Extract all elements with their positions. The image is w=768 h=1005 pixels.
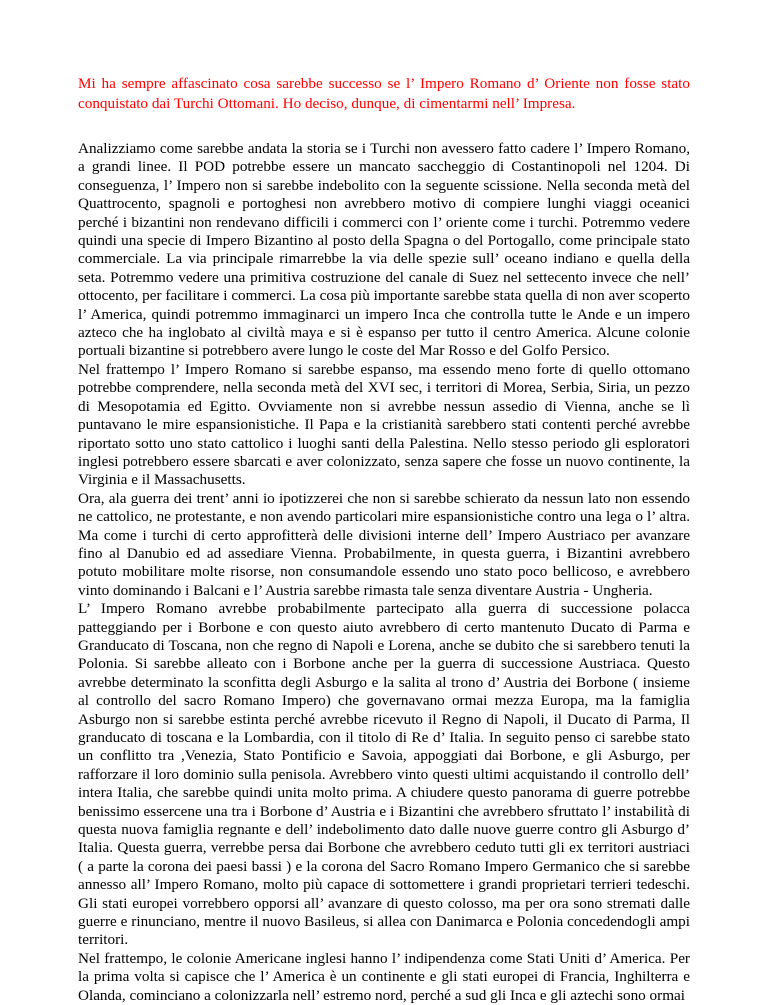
body-paragraph: Nel frattempo, le colonie Americane inglesi hanno l’ indipendenza come Stati Uniti d’ America. Per la prima volta si capisce che l’ America è un continente e gli stati europei di Francia, Inghilterra e Olanda, cominciano a colonizzarla nell’ estremo nord, perché a sud gli Inca e gli aztechi sono ormai (78, 949, 690, 1004)
document-page (78, 74, 690, 1005)
body-paragraph: Nel frattempo l’ Impero Romano si sarebbe espanso, ma essendo meno forte di quello ottomano potrebbe comprendere, nella seconda metà del XVI sec, i territori di Morea, Serbia, Siria, un pezzo di Mesopotamia ed Egitto. Ovviamente non si avrebbe nessun assedio di Vienna, anche se lì puntavano le mire espansionistiche. Il Papa e la cristianità sarebbero stati contenti perché avrebbe riportato sotto uno stato cattolico i luoghi santi della Palestina. Nello stesso periodo gli esploratori inglesi potrebbero essere sbarcati e aver colonizzato, senza sapere che fosse un nuovo continente, la Virginia e il Massachusetts. (78, 360, 690, 489)
body-paragraph: Analizziamo come sarebbe andata la storia se i Turchi non avessero fatto cadere l’ Impero Romano, a grandi linee. Il POD potrebbe essere un mancato saccheggio di Costantinopoli nel 1204. Di conseguenza, l’ Impero non si sarebbe indebolito con la seguente scissione. Nella seconda metà del Quattrocento, spagnoli e portoghesi non avrebbero motivo di compiere lunghi viaggi oceanici perché i bizantini non rendevano difficili i commerci con l’ oriente come i turchi. Potremmo vedere quindi una specie di Impero Bizantino al posto della Spagna o del Portogallo, come principale stato commerciale. La via principale rimarrebbe la via delle spezie sull’ oceano indiano e quella della seta. Potremmo vedere una primitiva costruzione del canale di Suez nel settecento invece che nell’ ottocento, per facilitare i commerci. La cosa più importante sarebbe stata quella di non aver scoperto l’ America, quindi potremmo immaginarci un impero Inca che controlla tutte le Ande e un impero azteco che ha inglobato al civiltà maya e si è espanso per tutto il centro America. Alcune colonie portuali bizantine si potrebbero avere lungo le coste del Mar Rosso e del Golfo Persico. (78, 140, 690, 360)
intro-paragraph: Mi ha sempre affascinato cosa sarebbe successo se l’ Impero Romano d’ Oriente non fosse stato conquistato dai Turchi Ottomani. Ho deciso, dunque, di cimentarmi nell’ Impresa. (78, 75, 690, 112)
body-paragraph: Ora, ala guerra dei trent’ anni io ipotizzerei che non si sarebbe schierato da nessun lato non essendo ne cattolico, ne protestante, e non avendo particolari mire espansionistiche contro una lega o l’ altra. Ma come i turchi di certo approfitterà delle divisioni interne dell’ Impero Austriaco per avanzare fino al Danubio ed ad assediare Vienna. Probabilmente, in questa guerra, i Bizantini avrebbero potuto mobilitare molte risorse, non consumandole essendo uno stato poco bellicoso, e avrebbero vinto dominando i Balcani e l’ Austria sarebbe rimasta tale senza diventare Austria - Ungheria. (78, 489, 690, 599)
body-paragraph: L’ Impero Romano avrebbe probabilmente partecipato alla guerra di successione polacca patteggiando per i Borbone e con questo aiuto avrebbero di certo mantenuto Ducato di Parma e Granducato di Toscana, non che regno di Napoli e Lorena, anche se dubito che si sarebbero tenuti la Polonia. Si sarebbe alleato con i Borbone anche per la guerra di successione Austriaca. Questo avrebbe determinato la sconfitta degli Asburgo e la salita al trono d’ Austria dei Borbone ( insieme al controllo del sacro Romano Impero) che governavano ormai mezza Europa, ma la famiglia Asburgo non si sarebbe estinta perché avrebbe ricevuto il Regno di Napoli, il Ducato di Parma, Il granducato di toscana e la Lombardia, con il titolo di Re d’ Italia. In seguito penso ci sarebbe stato un conflitto tra ,Venezia, Stato Pontificio e Savoia, appoggiati dai Borbone, e gli Asburgo, per rafforzare il loro dominio sulla penisola. Avrebbero vinto questi ultimi acquistando il controllo dell’ intera Italia, che sarebbe quindi unita molto prima. A chiudere questo panorama di guerre potrebbe benissimo essercene una tra i Borbone d’ Austria e i Bizantini che avrebbero sfruttato l’ instabilità di questa nuova famiglia regnante e dell’ indebolimento dato dalle nuove guerre contro gli Asburgo d’ Italia. Questa guerra, verrebbe persa dai Borbone che avrebbero ceduto tutti gli ex territori austriaci ( a parte la corona dei paesi bassi ) e la corona del Sacro Romano Impero Germanico che si sarebbe annesso all’ Impero Romano, molto più capace di sottomettere i grandi proprietari terrieri tedeschi. Gli stati europei vorrebbero opporsi all’ avanzare di questo colosso, ma per ora sono stremati dalle guerre e rinunciano, mentre il nuovo Basileus, si allea con Danimarca e Polonia concedendogli ampi territori. (78, 600, 690, 949)
